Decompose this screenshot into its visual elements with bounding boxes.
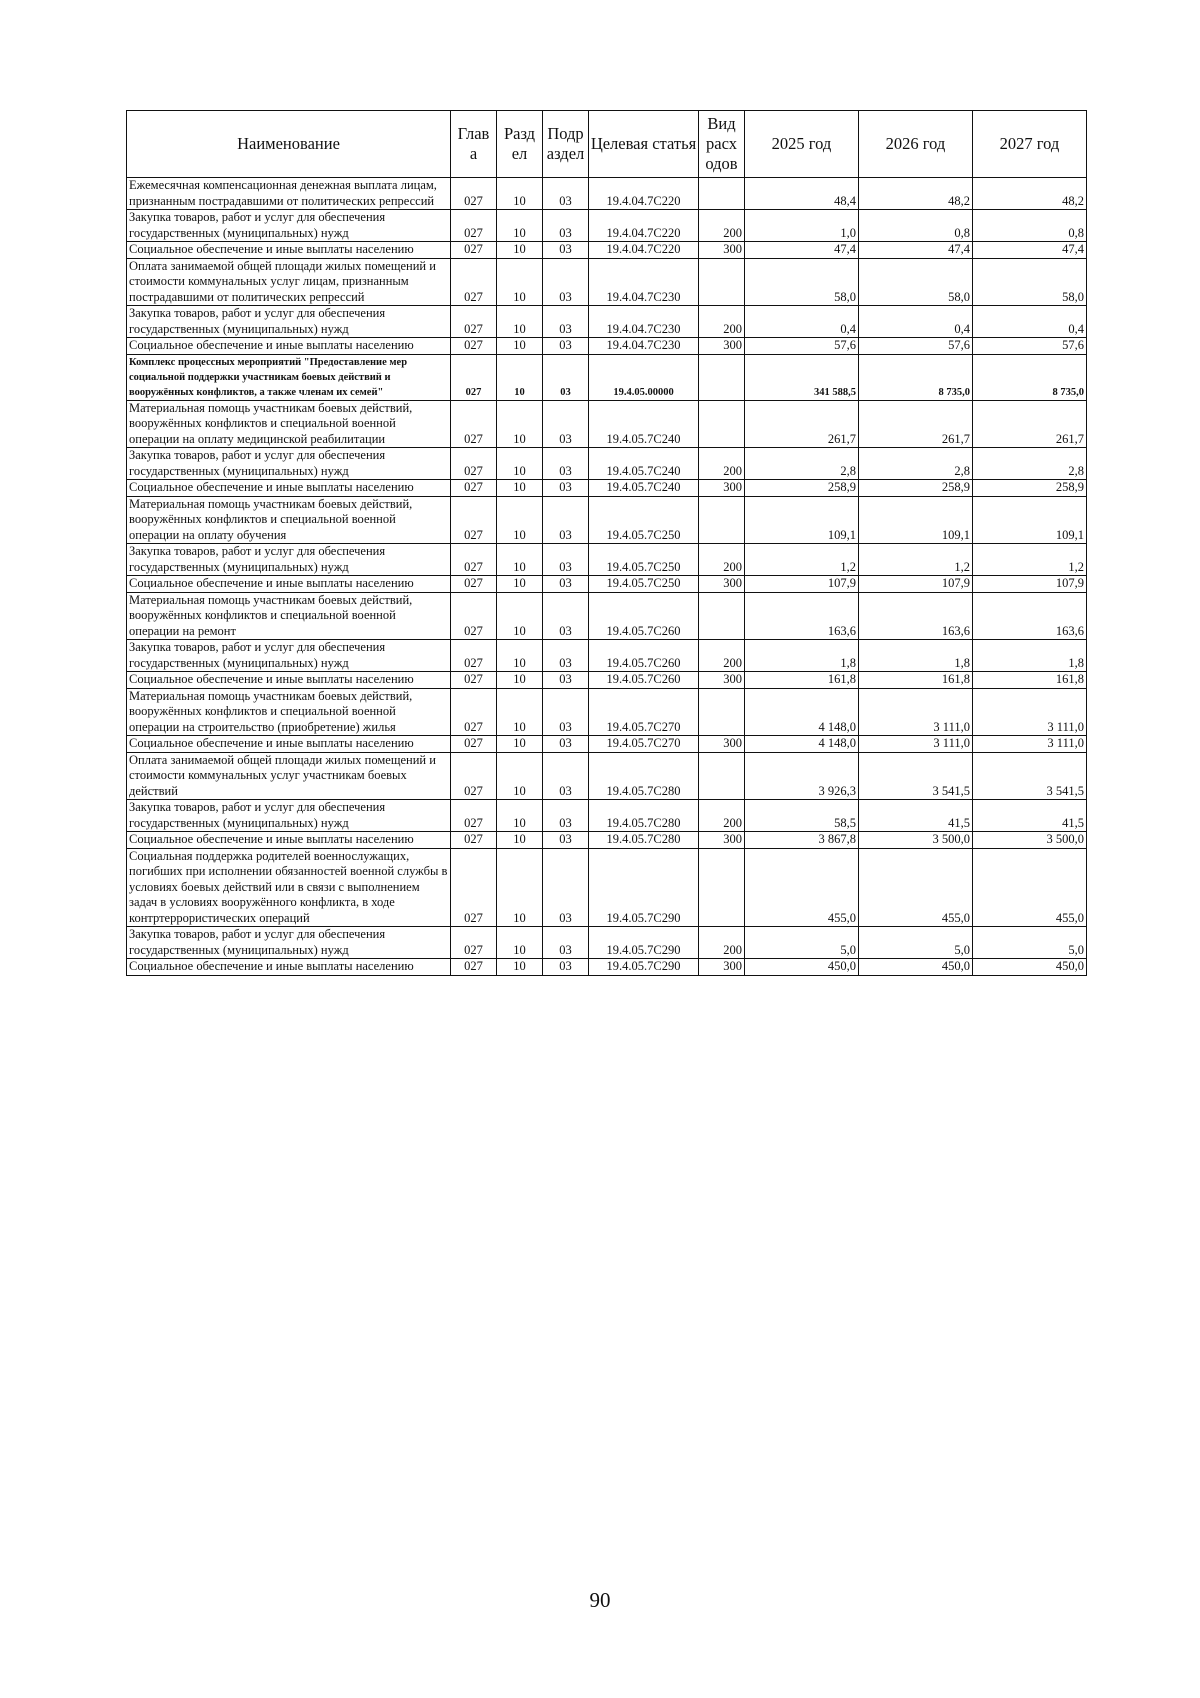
cell-vid-rashodov: 300 (699, 480, 745, 497)
cell-podrazdel: 03 (543, 354, 589, 400)
cell-2025: 5,0 (745, 927, 859, 959)
cell-2026: 48,2 (859, 178, 973, 210)
cell-2025: 107,9 (745, 576, 859, 593)
cell-2027: 58,0 (973, 258, 1087, 306)
cell-2027: 8 735,0 (973, 354, 1087, 400)
cell-glava: 027 (451, 576, 497, 593)
cell-2027: 48,2 (973, 178, 1087, 210)
cell-glava: 027 (451, 496, 497, 544)
cell-celevaya-statya: 19.4.05.7С270 (589, 736, 699, 753)
table-row (127, 736, 1087, 753)
cell-glava: 027 (451, 688, 497, 736)
cell-glava: 027 (451, 848, 497, 927)
header-razdel: Разд ел (497, 111, 543, 178)
cell-2027: 2,8 (973, 448, 1087, 480)
cell-2026: 0,8 (859, 210, 973, 242)
cell-2027: 3 111,0 (973, 688, 1087, 736)
cell-2027: 57,6 (973, 338, 1087, 355)
cell-glava: 027 (451, 480, 497, 497)
cell-2026: 8 735,0 (859, 354, 973, 400)
table-row (127, 354, 1087, 400)
cell-podrazdel: 03 (543, 927, 589, 959)
table-row (127, 576, 1087, 593)
cell-glava: 027 (451, 178, 497, 210)
cell-vid-rashodov (699, 592, 745, 640)
cell-vid-rashodov (699, 178, 745, 210)
cell-vid-rashodov (699, 496, 745, 544)
cell-podrazdel: 03 (543, 338, 589, 355)
cell-podrazdel: 03 (543, 480, 589, 497)
cell-2025: 3 926,3 (745, 752, 859, 800)
cell-glava: 027 (451, 400, 497, 448)
cell-vid-rashodov: 200 (699, 210, 745, 242)
cell-2027: 455,0 (973, 848, 1087, 927)
cell-podrazdel: 03 (543, 736, 589, 753)
cell-celevaya-statya: 19.4.05.7С290 (589, 959, 699, 976)
cell-vid-rashodov: 200 (699, 800, 745, 832)
cell-name: Социальное обеспечение и иные выплаты населению (127, 576, 451, 593)
table-row (127, 242, 1087, 259)
cell-razdel: 10 (497, 672, 543, 689)
cell-2026: 58,0 (859, 258, 973, 306)
cell-name: Закупка товаров, работ и услуг для обеспечения государственных (муниципальных) нужд (127, 544, 451, 576)
cell-2027: 1,8 (973, 640, 1087, 672)
cell-2025: 3 867,8 (745, 832, 859, 849)
cell-2025: 58,0 (745, 258, 859, 306)
table-row (127, 688, 1087, 736)
cell-vid-rashodov: 300 (699, 338, 745, 355)
cell-glava: 027 (451, 448, 497, 480)
header-2026: 2026 год (859, 111, 973, 178)
header-podrazdel: Подр аздел (543, 111, 589, 178)
cell-2025: 450,0 (745, 959, 859, 976)
cell-razdel: 10 (497, 927, 543, 959)
table-row (127, 210, 1087, 242)
cell-razdel: 10 (497, 258, 543, 306)
cell-vid-rashodov: 200 (699, 306, 745, 338)
table-row (127, 752, 1087, 800)
header-glava: Глав а (451, 111, 497, 178)
cell-vid-rashodov: 200 (699, 544, 745, 576)
cell-name: Оплата занимаемой общей площади жилых помещений и стоимости коммунальных услуг участникам боевых действий (127, 752, 451, 800)
table-row (127, 927, 1087, 959)
cell-celevaya-statya: 19.4.05.7С280 (589, 800, 699, 832)
cell-razdel: 10 (497, 848, 543, 927)
cell-glava: 027 (451, 959, 497, 976)
cell-razdel: 10 (497, 576, 543, 593)
cell-celevaya-statya: 19.4.05.7С260 (589, 672, 699, 689)
cell-2027: 3 541,5 (973, 752, 1087, 800)
cell-name: Закупка товаров, работ и услуг для обеспечения государственных (муниципальных) нужд (127, 640, 451, 672)
cell-glava: 027 (451, 927, 497, 959)
cell-razdel: 10 (497, 496, 543, 544)
cell-celevaya-statya: 19.4.05.7С290 (589, 848, 699, 927)
cell-2026: 455,0 (859, 848, 973, 927)
cell-razdel: 10 (497, 448, 543, 480)
cell-2026: 258,9 (859, 480, 973, 497)
cell-2027: 163,6 (973, 592, 1087, 640)
cell-2026: 2,8 (859, 448, 973, 480)
cell-name: Закупка товаров, работ и услуг для обеспечения государственных (муниципальных) нужд (127, 306, 451, 338)
cell-2026: 1,8 (859, 640, 973, 672)
header-naimenovanie: Наименование (127, 111, 451, 178)
cell-vid-rashodov (699, 258, 745, 306)
cell-2025: 258,9 (745, 480, 859, 497)
cell-2026: 3 111,0 (859, 688, 973, 736)
cell-vid-rashodov: 200 (699, 640, 745, 672)
cell-celevaya-statya: 19.4.05.7С240 (589, 480, 699, 497)
cell-podrazdel: 03 (543, 544, 589, 576)
cell-razdel: 10 (497, 400, 543, 448)
cell-celevaya-statya: 19.4.04.7С220 (589, 178, 699, 210)
cell-podrazdel: 03 (543, 752, 589, 800)
cell-2025: 48,4 (745, 178, 859, 210)
cell-podrazdel: 03 (543, 576, 589, 593)
table-row (127, 400, 1087, 448)
cell-glava: 027 (451, 832, 497, 849)
cell-podrazdel: 03 (543, 688, 589, 736)
cell-razdel: 10 (497, 306, 543, 338)
cell-name: Социальное обеспечение и иные выплаты населению (127, 672, 451, 689)
cell-2027: 47,4 (973, 242, 1087, 259)
budget-table (126, 110, 1087, 976)
cell-podrazdel: 03 (543, 800, 589, 832)
cell-name: Социальное обеспечение и иные выплаты населению (127, 242, 451, 259)
table-row (127, 178, 1087, 210)
cell-razdel: 10 (497, 832, 543, 849)
cell-glava: 027 (451, 242, 497, 259)
cell-podrazdel: 03 (543, 400, 589, 448)
cell-name: Социальная поддержка родителей военнослужащих, погибших при исполнении обязанностей военной службы в условиях боевых действий или в связи с выполнением задач в условиях вооружённого конфликта, в ходе контртеррористических операций (127, 848, 451, 927)
cell-glava: 027 (451, 752, 497, 800)
cell-podrazdel: 03 (543, 178, 589, 210)
cell-2025: 2,8 (745, 448, 859, 480)
cell-glava: 027 (451, 736, 497, 753)
table-row (127, 338, 1087, 355)
cell-podrazdel: 03 (543, 210, 589, 242)
cell-name: Материальная помощь участникам боевых действий, вооружённых конфликтов и специальной военной операции на ремонт (127, 592, 451, 640)
cell-name: Закупка товаров, работ и услуг для обеспечения государственных (муниципальных) нужд (127, 927, 451, 959)
cell-razdel: 10 (497, 640, 543, 672)
cell-celevaya-statya: 19.4.05.7С250 (589, 576, 699, 593)
cell-podrazdel: 03 (543, 640, 589, 672)
cell-podrazdel: 03 (543, 672, 589, 689)
header-vid-rashodov: Вид расх одов (699, 111, 745, 178)
cell-razdel: 10 (497, 354, 543, 400)
cell-vid-rashodov: 300 (699, 959, 745, 976)
cell-podrazdel: 03 (543, 306, 589, 338)
cell-2027: 161,8 (973, 672, 1087, 689)
header-celevaya-statya: Целевая статья (589, 111, 699, 178)
cell-razdel: 10 (497, 338, 543, 355)
cell-podrazdel: 03 (543, 496, 589, 544)
cell-2027: 258,9 (973, 480, 1087, 497)
cell-glava: 027 (451, 672, 497, 689)
cell-vid-rashodov: 200 (699, 927, 745, 959)
cell-celevaya-statya: 19.4.05.7С240 (589, 400, 699, 448)
cell-razdel: 10 (497, 752, 543, 800)
cell-celevaya-statya: 19.4.05.7С250 (589, 496, 699, 544)
cell-celevaya-statya: 19.4.04.7С230 (589, 258, 699, 306)
cell-razdel: 10 (497, 736, 543, 753)
cell-glava: 027 (451, 592, 497, 640)
cell-2025: 57,6 (745, 338, 859, 355)
cell-razdel: 10 (497, 480, 543, 497)
cell-2025: 4 148,0 (745, 688, 859, 736)
cell-2027: 3 500,0 (973, 832, 1087, 849)
cell-2026: 450,0 (859, 959, 973, 976)
cell-celevaya-statya: 19.4.05.7С290 (589, 927, 699, 959)
cell-name: Материальная помощь участникам боевых действий, вооружённых конфликтов и специальной военной операции на оплату медицинской реабилитации (127, 400, 451, 448)
cell-2027: 0,4 (973, 306, 1087, 338)
cell-celevaya-statya: 19.4.05.7С250 (589, 544, 699, 576)
cell-name: Материальная помощь участникам боевых действий, вооружённых конфликтов и специальной военной операции на строительство (приобретение) жилья (127, 688, 451, 736)
cell-razdel: 10 (497, 800, 543, 832)
cell-2027: 109,1 (973, 496, 1087, 544)
table-row (127, 672, 1087, 689)
table-row (127, 306, 1087, 338)
cell-celevaya-statya: 19.4.05.7С260 (589, 592, 699, 640)
cell-podrazdel: 03 (543, 592, 589, 640)
cell-2026: 3 541,5 (859, 752, 973, 800)
cell-2025: 1,0 (745, 210, 859, 242)
cell-vid-rashodov: 300 (699, 736, 745, 753)
cell-name: Социальное обеспечение и иные выплаты населению (127, 832, 451, 849)
table-row (127, 544, 1087, 576)
cell-glava: 027 (451, 354, 497, 400)
cell-name: Социальное обеспечение и иные выплаты населению (127, 736, 451, 753)
cell-name: Закупка товаров, работ и услуг для обеспечения государственных (муниципальных) нужд (127, 448, 451, 480)
cell-vid-rashodov (699, 400, 745, 448)
cell-name: Социальное обеспечение и иные выплаты населению (127, 338, 451, 355)
cell-2026: 0,4 (859, 306, 973, 338)
cell-2026: 1,2 (859, 544, 973, 576)
cell-podrazdel: 03 (543, 448, 589, 480)
cell-celevaya-statya: 19.4.05.7С280 (589, 832, 699, 849)
cell-2025: 341 588,5 (745, 354, 859, 400)
cell-name: Закупка товаров, работ и услуг для обеспечения государственных (муниципальных) нужд (127, 800, 451, 832)
cell-2025: 109,1 (745, 496, 859, 544)
cell-vid-rashodov (699, 752, 745, 800)
cell-razdel: 10 (497, 544, 543, 576)
cell-2026: 47,4 (859, 242, 973, 259)
cell-celevaya-statya: 19.4.05.7С280 (589, 752, 699, 800)
cell-razdel: 10 (497, 178, 543, 210)
cell-2027: 450,0 (973, 959, 1087, 976)
cell-glava: 027 (451, 640, 497, 672)
cell-glava: 027 (451, 258, 497, 306)
cell-celevaya-statya: 19.4.04.7С220 (589, 210, 699, 242)
cell-razdel: 10 (497, 210, 543, 242)
cell-2025: 163,6 (745, 592, 859, 640)
cell-2027: 0,8 (973, 210, 1087, 242)
cell-2025: 261,7 (745, 400, 859, 448)
cell-2026: 41,5 (859, 800, 973, 832)
table-header-row (127, 111, 1087, 178)
cell-2027: 107,9 (973, 576, 1087, 593)
cell-podrazdel: 03 (543, 242, 589, 259)
cell-2025: 1,2 (745, 544, 859, 576)
table-row (127, 592, 1087, 640)
cell-celevaya-statya: 19.4.05.7С240 (589, 448, 699, 480)
cell-name: Ежемесячная компенсационная денежная выплата лицам, признанным пострадавшими от политических репрессий (127, 178, 451, 210)
cell-2025: 4 148,0 (745, 736, 859, 753)
cell-vid-rashodov: 300 (699, 242, 745, 259)
cell-2027: 5,0 (973, 927, 1087, 959)
table-row (127, 832, 1087, 849)
cell-vid-rashodov: 200 (699, 448, 745, 480)
cell-vid-rashodov: 300 (699, 672, 745, 689)
cell-2025: 1,8 (745, 640, 859, 672)
cell-name: Закупка товаров, работ и услуг для обеспечения государственных (муниципальных) нужд (127, 210, 451, 242)
cell-glava: 027 (451, 800, 497, 832)
cell-2026: 163,6 (859, 592, 973, 640)
cell-celevaya-statya: 19.4.05.7С260 (589, 640, 699, 672)
cell-razdel: 10 (497, 592, 543, 640)
cell-celevaya-statya: 19.4.04.7С230 (589, 338, 699, 355)
cell-vid-rashodov (699, 848, 745, 927)
cell-2026: 3 500,0 (859, 832, 973, 849)
cell-vid-rashodov (699, 354, 745, 400)
cell-2027: 3 111,0 (973, 736, 1087, 753)
cell-celevaya-statya: 19.4.05.00000 (589, 354, 699, 400)
cell-celevaya-statya: 19.4.04.7С220 (589, 242, 699, 259)
cell-name: Социальное обеспечение и иные выплаты населению (127, 959, 451, 976)
cell-celevaya-statya: 19.4.05.7С270 (589, 688, 699, 736)
cell-2025: 58,5 (745, 800, 859, 832)
header-2027: 2027 год (973, 111, 1087, 178)
table-row (127, 848, 1087, 927)
table-row (127, 480, 1087, 497)
cell-2025: 455,0 (745, 848, 859, 927)
cell-vid-rashodov: 300 (699, 576, 745, 593)
header-2025: 2025 год (745, 111, 859, 178)
cell-razdel: 10 (497, 688, 543, 736)
cell-celevaya-statya: 19.4.04.7С230 (589, 306, 699, 338)
cell-2025: 161,8 (745, 672, 859, 689)
table-row (127, 959, 1087, 976)
cell-2026: 107,9 (859, 576, 973, 593)
cell-podrazdel: 03 (543, 959, 589, 976)
cell-2026: 57,6 (859, 338, 973, 355)
table-row (127, 496, 1087, 544)
cell-name: Комплекс процессных мероприятий "Предоставление мер социальной поддержки участникам боевых действий и вооружённых конфликтов, а также членам их семей" (127, 354, 451, 400)
cell-podrazdel: 03 (543, 848, 589, 927)
cell-glava: 027 (451, 338, 497, 355)
cell-2026: 161,8 (859, 672, 973, 689)
cell-vid-rashodov: 300 (699, 832, 745, 849)
cell-2026: 5,0 (859, 927, 973, 959)
cell-vid-rashodov (699, 688, 745, 736)
cell-razdel: 10 (497, 959, 543, 976)
cell-glava: 027 (451, 210, 497, 242)
cell-2027: 261,7 (973, 400, 1087, 448)
cell-2025: 0,4 (745, 306, 859, 338)
cell-2027: 1,2 (973, 544, 1087, 576)
cell-razdel: 10 (497, 242, 543, 259)
cell-name: Материальная помощь участникам боевых действий, вооружённых конфликтов и специальной военной операции на оплату обучения (127, 496, 451, 544)
table-row (127, 258, 1087, 306)
page-number: 90 (589, 1588, 611, 1612)
cell-2026: 3 111,0 (859, 736, 973, 753)
cell-2026: 109,1 (859, 496, 973, 544)
cell-name: Оплата занимаемой общей площади жилых помещений и стоимости коммунальных услуг лицам, признанным пострадавшими от политических репрессий (127, 258, 451, 306)
table-row (127, 800, 1087, 832)
table-row (127, 448, 1087, 480)
table-body (127, 178, 1087, 976)
cell-2026: 261,7 (859, 400, 973, 448)
cell-podrazdel: 03 (543, 832, 589, 849)
cell-2025: 47,4 (745, 242, 859, 259)
cell-podrazdel: 03 (543, 258, 589, 306)
cell-name: Социальное обеспечение и иные выплаты населению (127, 480, 451, 497)
cell-glava: 027 (451, 544, 497, 576)
cell-2027: 41,5 (973, 800, 1087, 832)
table-row (127, 640, 1087, 672)
cell-glava: 027 (451, 306, 497, 338)
